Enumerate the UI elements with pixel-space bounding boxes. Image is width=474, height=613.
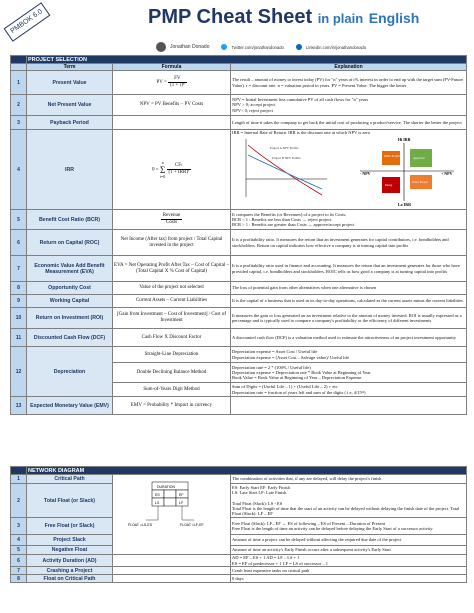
explanation: The result – amount of money to invest today (PV) for "n" years at r% interest in order to end up with the target sum (FV-Future Value). r = discount rate. n = valuation period in years. PV = Present Value. The bigger the better — [231, 71, 467, 95]
formula: PV = $\frac{FV}{\text{(1 + r)ⁿ}}$ — [113, 71, 231, 95]
term: Total Float (or Slack) — [27, 484, 113, 518]
ef-label: EF — [179, 493, 184, 497]
term: Net Present Value — [27, 95, 113, 116]
table-row — [11, 575, 467, 583]
explanation: Amount of time a project can be delayed without affecting the required due date of the project — [231, 535, 467, 546]
linkedin-link[interactable]: Linkedin.com/in/jonathandonado — [305, 44, 367, 50]
explanation: NPV = Initial Investment less cumulative PV of all cash flows for "n" years NPV > 0; accept project NPV< 0; reject project — [231, 95, 467, 116]
hi-irr-label: Hi IRR — [398, 137, 411, 143]
formula: Net Income (After tax) from project / Total Capital invested in the project — [113, 230, 231, 256]
table-row — [11, 295, 467, 308]
row-number: 12 — [11, 347, 27, 397]
network-diagram-table — [10, 466, 467, 583]
row-number: 2 — [11, 484, 27, 518]
twitter-icon — [221, 44, 227, 50]
table-row — [11, 116, 467, 130]
explanation: AD = EF – ES + 1 AD = LF – LS + 1 ES = EF of predecessor + 1 LF = LS of successor – 1 — [231, 555, 467, 567]
row-number: 8 — [11, 575, 27, 583]
row-number: 6 — [11, 555, 27, 567]
row-number: 4 — [11, 130, 27, 210]
table-row — [11, 397, 467, 415]
formula: $\frac{\text{Revenue}}{\text{Costs}}$ — [113, 210, 231, 230]
table-row — [11, 210, 467, 230]
neg-npv-label: - NPV — [360, 171, 371, 177]
network-diagram-figure — [113, 475, 231, 555]
title-main: PMP Cheat Sheet — [148, 6, 313, 28]
formula: EMV = Probability * Impact in currency — [113, 397, 231, 415]
deny-label: Deny — [385, 183, 393, 188]
pos-npv-label: + NPV — [441, 171, 453, 177]
title-in-plain: in plain — [317, 11, 364, 26]
term: Float on Critical Path — [27, 575, 113, 583]
row-number: 5 — [11, 210, 27, 230]
other-projects-label: Other Projects — [384, 154, 402, 159]
row-number: 1 — [11, 475, 27, 484]
explanation: It measures the gain or loss generated on an investment relative to the amount of money invested. ROI is usually expressed as a percentage and is typically used to compare a company's profitability or the efficiency of different investments — [231, 308, 467, 329]
table-row — [11, 308, 467, 329]
explanation: Crash least expensive tasks on critical path — [231, 567, 467, 575]
table-row — [11, 230, 467, 256]
formula: EVA = Net Operating Profit After Tax – Cost of Capital – (Total Capital X % Cost of Capital) — [113, 256, 231, 282]
author-name: Jonathan Donado — [170, 44, 210, 50]
lo-irr-label: Lo IRR — [398, 202, 412, 208]
duration-label: DURATION — [157, 485, 176, 489]
section-title: PROJECT SELECTION — [27, 56, 467, 64]
es-label: ES — [155, 493, 160, 497]
formula: Current Assets – Current Liabilities — [113, 295, 231, 308]
formula — [113, 116, 231, 130]
term: Critical Path — [27, 475, 113, 484]
explanation — [231, 397, 467, 415]
twitter-link[interactable]: Twitter.com/jonathandonado — [231, 44, 284, 50]
row-number: 5 — [11, 546, 27, 555]
formula: Straight-Line Depreciation — [113, 347, 231, 363]
row-number: 4 — [11, 535, 27, 546]
avatar — [156, 42, 166, 52]
row-number: 11 — [11, 329, 27, 347]
row-number: 7 — [11, 256, 27, 282]
page-title — [148, 6, 419, 29]
explanation: The loss of potential gain from other alternatives when one alternative is chosen — [231, 282, 467, 295]
formula: [Gain from Investment – Cost of Investment] / Cost of Investment — [113, 308, 231, 329]
explanation: Sum of Digits = (Useful Life – 1) + (Useful Life – 2) + etc Depreciation rate = fraction of years left and sum of the digits ( i.e, 4/15ᵗʰ) — [231, 383, 467, 397]
network-diagram-section — [10, 466, 466, 583]
explanation: 0 days — [231, 575, 467, 583]
term: Expected Monetary Value (EMV) — [27, 397, 113, 415]
explanation: IRR = Internal Rate of Return. IRR is the discount rate at which NPV is zero Project A NPV Profile Project B NPV Profile Hi IRR Lo IRR - NPV + NPV Other Projects Approve Deny Other Project — [231, 130, 467, 210]
row-number: 8 — [11, 282, 27, 295]
approve-label: Approve — [413, 156, 425, 161]
explanation: Depreciation expense = Asset Cost / Useful life Depreciation expense = (Asset Cost – Salvage value)/ Useful life — [231, 347, 467, 363]
other-project-label: Other Project — [412, 180, 429, 185]
explanation: The combination of activities that, if any are delayed, will delay the project's finish — [231, 475, 467, 484]
table-row — [11, 347, 467, 363]
term: Return on Investment (ROI) — [27, 308, 113, 329]
term: Payback Period — [27, 116, 113, 130]
explanation: ES: Early Start EF: Early Finish LS: Late Start LF: Late Finish Total Float (Slack): LS - ES Total Float is the length of time that the start of an activity can be delayed without delaying the finish date of the project. Total Float (Slack): LF – EF — [231, 484, 467, 518]
col-term: Term — [27, 64, 113, 71]
project-selection-section — [10, 55, 466, 415]
explanation: Length of time it takes the company to get back the initial cost of producing a product/service. The shorter the better the project — [231, 116, 467, 130]
table-row — [11, 518, 467, 535]
lf-label: LF — [179, 501, 184, 505]
row-number: 6 — [11, 230, 27, 256]
term: Benefit Cost Ratio (BCR) — [27, 210, 113, 230]
col-formula: Formula — [113, 64, 231, 71]
table-row — [11, 256, 467, 282]
formula: NPV = PV Benefits − PV Costs — [113, 95, 231, 116]
pmbok-stamp: PMBOK 6.0 — [4, 2, 51, 41]
table-row — [11, 282, 467, 295]
section-title: NETWORK DIAGRAM — [27, 467, 467, 475]
row-number: 3 — [11, 518, 27, 535]
table-row — [11, 567, 467, 575]
formula: Sum-of-Years Digit Method — [113, 383, 231, 397]
table-row — [11, 535, 467, 546]
term: Return on Capital (ROC) — [27, 230, 113, 256]
author-bar — [156, 42, 366, 52]
explanation: It is the capital of a business that is used in its day-to-day operations, calculated as the current assets minus the current liabilities — [231, 295, 467, 308]
title-english: English — [368, 10, 420, 26]
term: Discounted Cash Flow (DCF) — [27, 329, 113, 347]
term: Negative Float — [27, 546, 113, 555]
linkedin-icon — [296, 44, 302, 50]
table-row — [11, 484, 467, 518]
table-row — [11, 555, 467, 567]
term: Economic Value Add Benefit Measurement (EVA) — [27, 256, 113, 282]
row-number: 1 — [11, 71, 27, 95]
term: Project Slack — [27, 535, 113, 546]
float-left-label: FLOAT =LS-ES — [128, 523, 153, 527]
explanation: Amount of time an activity's Early Finish occurs after a subsequent activity's Early Start — [231, 546, 467, 555]
explanation: It is a profitability ratio. It measures the return that an investment generates for capital contributors, i.e. bondholders and stockholders. Return on capital indicates how effective a company is at turning capital into profits — [231, 230, 467, 256]
term: Crashing a Project — [27, 567, 113, 575]
term: Opportunity Cost — [27, 282, 113, 295]
row-number: 10 — [11, 308, 27, 329]
explanation: Free Float (Slack): LF– EF → ES of following – ES of Present – Duration of Present Free Float is the length of time an activity can be delayed before delaying the Early Start of a successor activity — [231, 518, 467, 535]
table-row — [11, 475, 467, 484]
term: Free Float (or Slack) — [27, 518, 113, 535]
table-row — [11, 71, 467, 95]
project-selection-table — [10, 55, 467, 415]
explanation: It is a profitability ratio used in finance and accounting. It measures the return that an investment generates for those who have provided capital, i.e. bondholders and stockholders. ROIC tells us how good a company is at turning capital into profits — [231, 256, 467, 282]
irr-figure — [232, 135, 465, 208]
term: IRR — [27, 130, 113, 210]
term: Present Value — [27, 71, 113, 95]
term: Working Capital — [27, 295, 113, 308]
formula: Cash Flow X Discount Factor — [113, 329, 231, 347]
row-number: 3 — [11, 116, 27, 130]
explanation: It compares the Benefits (or Revenues) of a project to its Costs: BCR < 1 : Benefits are less than Costs → reject project. BCR > 1 : Benefits are greater than Costs → approve/accept project — [231, 210, 467, 230]
formula: Double Declining Balance Method — [113, 363, 231, 383]
row-number: 9 — [11, 295, 27, 308]
row-number: 7 — [11, 567, 27, 575]
table-row — [11, 95, 467, 116]
float-right-label: FLOAT =LF-EF — [180, 523, 204, 527]
term: Depreciation — [27, 347, 113, 397]
project-a-label: Project A NPV Profile — [270, 146, 299, 151]
row-number: 2 — [11, 95, 27, 116]
term: Activity Duration (AD) — [27, 555, 113, 567]
explanation: Depreciation rate = 2 * (100% / Useful life) Depreciation expense = Depreciation rate * Book Value at Beginning of Year Book Value = Book Value at Beginning of Year – Depreciation Expense — [231, 363, 467, 383]
formula: Value of the project not selected — [113, 282, 231, 295]
col-explanation: Explanation — [231, 64, 467, 71]
table-row — [11, 130, 467, 210]
ls-label: LS — [155, 501, 160, 505]
project-b-label: Project B NPV Profile — [272, 156, 301, 161]
formula: 0 = n Σ t=0 $\frac{\text{CFₜ}}{\text{(1 + IRR)ᵗ}}$ — [113, 130, 231, 210]
row-number: 13 — [11, 397, 27, 415]
table-row — [11, 546, 467, 555]
explanation: A discounted cash flow (DCF) is a valuation method used to estimate the attractiveness of an project investment opportunity — [231, 329, 467, 347]
table-row — [11, 329, 467, 347]
